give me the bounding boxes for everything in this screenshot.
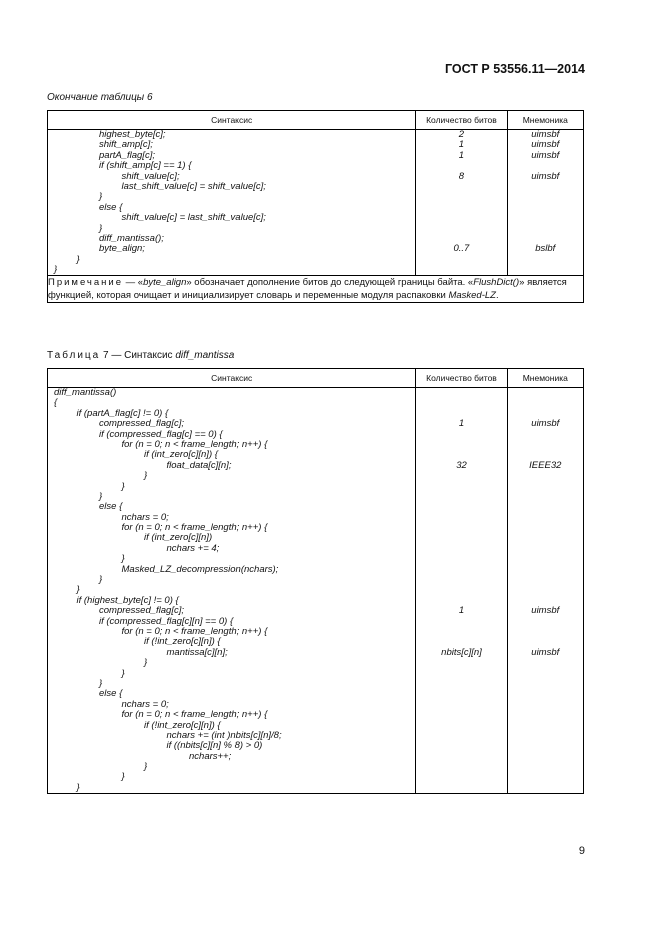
code-line: nchars++; — [189, 750, 232, 762]
caption-name: diff_mantissa — [175, 350, 235, 361]
bits-value — [416, 265, 506, 275]
mnemonic-value — [508, 669, 583, 679]
table6-mnemonic-column — [507, 130, 583, 276]
code-line: } — [144, 657, 148, 669]
code-line: } — [121, 667, 125, 679]
header-syntax: Синтаксис — [48, 111, 416, 130]
mnemonic-value — [508, 482, 583, 492]
bits-value — [416, 565, 506, 575]
code-line: shift_amp[c]; — [99, 139, 153, 151]
code-line: else { — [99, 688, 123, 700]
mnemonic-value — [508, 575, 583, 585]
mnemonic-value — [508, 192, 583, 202]
code-line: nchars = 0; — [121, 698, 169, 710]
header-syntax: Синтаксис — [48, 369, 416, 388]
bits-value — [416, 203, 506, 213]
code-line: else { — [99, 501, 123, 513]
bits-value — [416, 575, 506, 585]
code-line: if (compressed_flag[c][n] == 0) { — [99, 615, 234, 627]
bits-value — [416, 482, 506, 492]
mnemonic-value — [508, 617, 583, 627]
bits-value — [416, 741, 506, 751]
note-text: . — [495, 290, 499, 302]
code-line: for (n = 0; n < frame_length; n++) { — [121, 522, 268, 534]
mnemonic-value — [508, 513, 583, 523]
mnemonic-value — [508, 710, 583, 720]
caption-label: Таблица — [47, 350, 101, 361]
bits-value — [416, 224, 506, 234]
bits-value — [416, 658, 506, 668]
bits-value — [416, 721, 506, 731]
caption-number: 7 — [103, 350, 109, 361]
bits-value: 8 — [458, 170, 465, 182]
bits-value — [416, 502, 506, 512]
code-line: if (highest_byte[c] != 0) { — [76, 594, 179, 606]
mnemonic-value — [508, 533, 583, 543]
mnemonic-value — [508, 772, 583, 782]
code-line: for (n = 0; n < frame_length; n++) { — [121, 438, 268, 450]
code-line: if (compressed_flag[c] == 0) { — [99, 428, 223, 440]
code-line: } — [76, 584, 80, 596]
bits-value — [416, 430, 506, 440]
bits-value — [416, 627, 506, 637]
bits-value — [416, 772, 506, 782]
code-line: last_shift_value[c] = shift_value[c]; — [121, 180, 266, 192]
mnemonic-value: uimsbf — [531, 646, 560, 658]
mnemonic-value: uimsbf — [531, 418, 560, 430]
mnemonic-value — [508, 213, 583, 223]
table7-bits-column — [416, 388, 507, 794]
bits-value — [416, 182, 506, 192]
code-line: nchars += 4; — [166, 542, 220, 554]
mnemonic-value — [508, 721, 583, 731]
mnemonic-value — [508, 471, 583, 481]
mnemonic-value — [508, 554, 583, 564]
standard-number: ГОСТ Р 53556.11—2014 — [444, 62, 585, 76]
bits-value — [416, 161, 506, 171]
table6 — [47, 110, 584, 303]
bits-value — [416, 554, 506, 564]
mnemonic-value — [508, 762, 583, 772]
mnemonic-value — [508, 700, 583, 710]
bits-value: 1 — [458, 605, 465, 617]
code-line: } — [144, 470, 148, 482]
mnemonic-value — [508, 658, 583, 668]
code-line: for (n = 0; n < frame_length; n++) { — [121, 625, 268, 637]
bits-value: 1 — [458, 149, 465, 161]
note-text: » обозначает дополнение битов до следующей границы байта. « — [186, 277, 474, 289]
table7-mnemonic-column — [507, 388, 583, 794]
code-line: } — [121, 480, 125, 492]
bits-value — [416, 213, 506, 223]
header-mnemonic: Мнемоника — [507, 111, 583, 130]
code-line: } — [99, 490, 103, 502]
mnemonic-value — [508, 689, 583, 699]
mnemonic-value — [508, 182, 583, 192]
code-line: compressed_flag[c]; — [99, 418, 185, 430]
code-line: if (int_zero[c][n]) { — [144, 449, 218, 461]
mnemonic-value — [508, 388, 583, 398]
note-term: byte_align — [143, 277, 187, 289]
code-line: if (partA_flag[c] != 0) { — [76, 407, 169, 419]
bits-value — [416, 533, 506, 543]
mnemonic-value — [508, 523, 583, 533]
bits-value — [416, 440, 506, 450]
mnemonic-value — [508, 492, 583, 502]
mnemonic-value — [508, 440, 583, 450]
bits-value — [416, 544, 506, 554]
code-line: { — [54, 397, 58, 409]
mnemonic-value — [508, 544, 583, 554]
header-bits: Количество битов — [416, 111, 507, 130]
table6-syntax-column — [48, 130, 416, 276]
bits-value — [416, 471, 506, 481]
bits-value: 1 — [458, 418, 465, 430]
mnemonic-value: IEEE32 — [529, 459, 562, 471]
bits-value — [416, 523, 506, 533]
table7-header-row — [48, 369, 584, 388]
mnemonic-value — [508, 731, 583, 741]
mnemonic-value — [508, 224, 583, 234]
code-line: Masked_LZ_decompression(nchars); — [121, 563, 279, 575]
mnemonic-value — [508, 679, 583, 689]
table6-bits-column — [416, 130, 507, 276]
header-mnemonic: Мнемоника — [507, 369, 583, 388]
code-line: partA_flag[c]; — [99, 149, 155, 161]
bits-value — [416, 783, 506, 793]
note-term: Masked-LZ — [448, 290, 496, 302]
code-line: diff_mantissa() — [54, 387, 117, 398]
table6-body-row — [48, 130, 584, 276]
mnemonic-value — [508, 752, 583, 762]
note-label: Примечание — [48, 277, 123, 289]
bits-value: 1 — [458, 139, 465, 151]
code-line: } — [99, 222, 103, 234]
bits-value — [416, 255, 506, 265]
code-line: nchars += (int )nbits[c][n]/8; — [166, 729, 282, 741]
bits-value — [416, 700, 506, 710]
table7-body-row — [48, 388, 584, 794]
table6-note-row — [48, 276, 584, 303]
mnemonic-value — [508, 741, 583, 751]
mnemonic-value: uimsbf — [531, 605, 560, 617]
code-line: if (int_zero[c][n]) — [144, 532, 213, 544]
mnemonic-value — [508, 430, 583, 440]
bits-value — [416, 398, 506, 408]
code-line: byte_align; — [99, 243, 145, 255]
bits-value — [416, 492, 506, 502]
bits-value: nbits[c][n] — [441, 646, 482, 658]
mnemonic-value: uimsbf — [531, 149, 560, 161]
code-line: if (!int_zero[c][n]) { — [144, 719, 221, 731]
table6-header-row — [48, 111, 584, 130]
mnemonic-value — [508, 265, 583, 275]
page-number: 9 — [578, 845, 585, 857]
caption-text: — Синтаксис — [108, 350, 176, 361]
mnemonic-value — [508, 585, 583, 595]
mnemonic-value — [508, 161, 583, 171]
code-line: } — [76, 253, 80, 265]
mnemonic-value — [508, 783, 583, 793]
bits-value — [416, 679, 506, 689]
note-text: — « — [123, 277, 144, 289]
mnemonic-value: uimsbf — [531, 139, 560, 151]
bits-value — [416, 388, 506, 398]
code-line: } — [99, 677, 103, 689]
mnemonic-value — [508, 255, 583, 265]
mnemonic-value: uimsbf — [531, 170, 560, 182]
mnemonic-value — [508, 627, 583, 637]
bits-value: 0..7 — [453, 243, 470, 255]
code-line: } — [121, 771, 125, 783]
bits-value — [416, 710, 506, 720]
note-term: FlushDict() — [473, 277, 520, 289]
bits-value — [416, 513, 506, 523]
bits-value — [416, 669, 506, 679]
code-line: if (shift_amp[c] == 1) { — [99, 160, 192, 172]
mnemonic-value — [508, 398, 583, 408]
note-text: » является функцией, которая очищает и инициализирует словарь и переменные модуля распаковки — [48, 277, 567, 302]
bits-value — [416, 752, 506, 762]
mnemonic-value — [508, 502, 583, 512]
code-line: highest_byte[c]; — [99, 129, 166, 140]
bits-value: 2 — [458, 129, 465, 140]
code-line: if (!int_zero[c][n]) { — [144, 636, 221, 648]
table7-caption — [47, 350, 234, 361]
bits-value — [416, 731, 506, 741]
bits-value — [416, 762, 506, 772]
code-line: float_data[c][n]; — [166, 459, 232, 471]
code-line: } — [76, 781, 80, 793]
code-line: for (n = 0; n < frame_length; n++) { — [121, 709, 268, 721]
code-line: } — [144, 761, 148, 773]
code-line: if ((nbits[c][n] % 8) > 0) — [166, 740, 263, 752]
table6-caption: Окончание таблицы 6 — [47, 92, 153, 103]
code-line: shift_value[c] = last_shift_value[c]; — [121, 212, 266, 224]
code-line: else { — [99, 201, 123, 213]
mnemonic-value — [508, 565, 583, 575]
code-line: compressed_flag[c]; — [99, 605, 185, 617]
table7-syntax-column — [48, 388, 416, 794]
table7 — [47, 368, 584, 794]
mnemonic-value: bslbf — [535, 243, 556, 255]
code-line: } — [54, 264, 58, 276]
code-line: } — [99, 574, 103, 586]
code-line: shift_value[c]; — [121, 170, 180, 182]
header-bits: Количество битов — [416, 369, 507, 388]
bits-value — [416, 689, 506, 699]
code-line: mantissa[c][n]; — [166, 646, 228, 658]
bits-value — [416, 617, 506, 627]
code-line: } — [99, 191, 103, 203]
mnemonic-value: uimsbf — [531, 129, 560, 140]
bits-value — [416, 585, 506, 595]
code-line: } — [121, 553, 125, 565]
table6-note — [48, 276, 584, 303]
bits-value: 32 — [456, 459, 467, 471]
mnemonic-value — [508, 203, 583, 213]
bits-value — [416, 192, 506, 202]
code-line: diff_mantissa(); — [99, 232, 164, 244]
code-line: nchars = 0; — [121, 511, 169, 523]
